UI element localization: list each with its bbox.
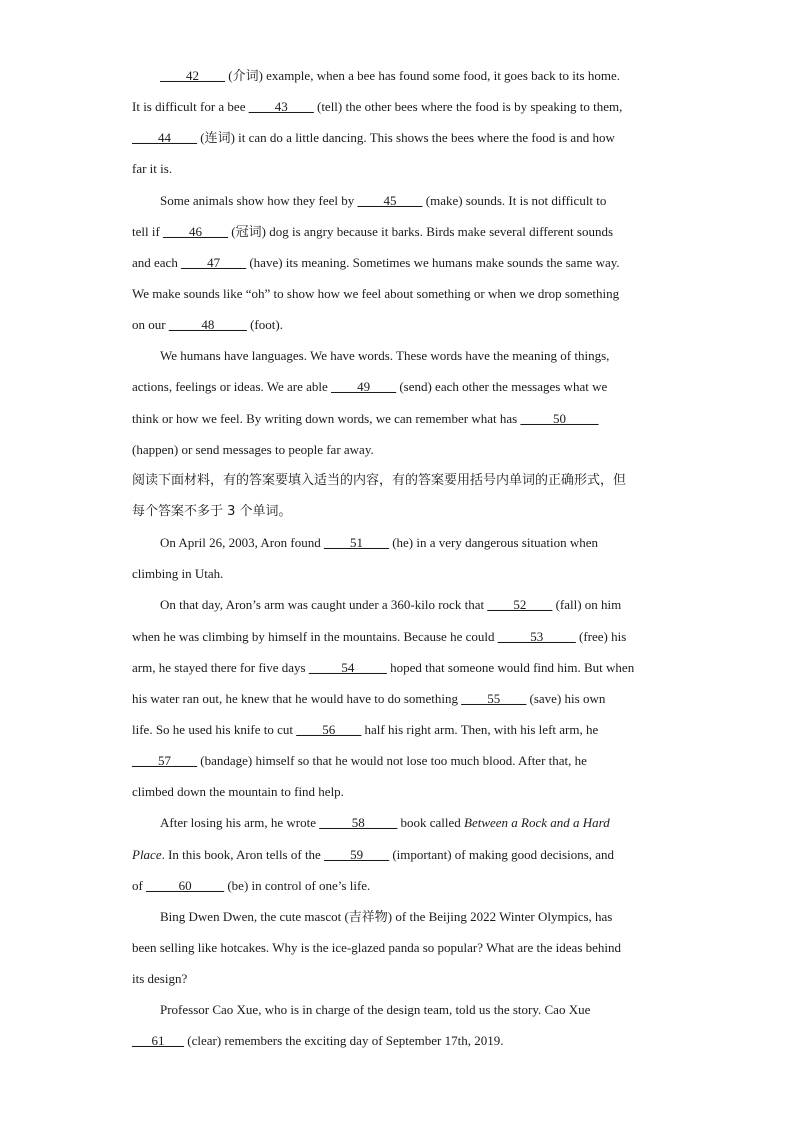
text-line [132, 434, 664, 465]
answer-blank: ____51____ [323, 535, 389, 551]
text-segment: On that day, Aron’s arm was caught under a 360-kilo rock that [160, 597, 488, 613]
answer-blank: _____48_____ [168, 317, 247, 333]
text-line [132, 776, 664, 807]
text-segment: arm, he stayed there for five days [132, 659, 309, 675]
text-segment: climbed down the mountain to find help. [132, 784, 344, 800]
text-line [132, 870, 664, 901]
text-line [132, 309, 664, 340]
text-segment: tell if [132, 223, 164, 239]
answer-blank: _____53_____ [497, 628, 576, 644]
text-line [132, 745, 664, 776]
text-segment: (important) of making good decisions, and [389, 846, 615, 862]
text-segment: (make) sounds. It is not difficult to [422, 192, 607, 208]
text-line [132, 683, 664, 714]
text-segment: (foot). [246, 317, 283, 333]
text-segment: (happen) or send messages to people far away. [132, 441, 374, 457]
text-line [132, 247, 664, 278]
text-segment: actions, feelings or ideas. We are able [132, 379, 332, 395]
text-segment: (free) his [575, 628, 627, 644]
text-segment: (have) its meaning. Sometimes we humans make sounds the same way. [246, 254, 620, 270]
document-page [132, 60, 664, 1057]
text-segment: . In this book, Aron tells of the [161, 846, 325, 862]
text-segment: of [132, 877, 147, 893]
text-segment: On April 26, 2003, Aron found [160, 535, 324, 551]
answer-blank: _____50_____ [520, 410, 599, 426]
text-line [132, 340, 664, 371]
text-segment: 阅读下面材料，有的答案要填入适当的内容，有的答案要用括号内单词的正确形式，但 [132, 472, 627, 488]
text-line [132, 527, 664, 558]
text-segment: on our [132, 317, 169, 333]
text-segment: (介词) example, when a bee has found some food, it goes back to its home. [225, 68, 620, 83]
text-line [132, 714, 664, 745]
answer-blank: ____52____ [487, 597, 553, 613]
text-segment: We humans have languages. We have words. These words have the meaning of things, [160, 348, 610, 364]
text-line [132, 153, 664, 184]
text-segment: (bandage) himself so that he would not lose too much blood. After that, he [197, 753, 587, 769]
text-segment: (冠词) dog is angry because it barks. Birds make several different sounds [228, 223, 614, 239]
text-line [132, 652, 664, 683]
text-line [132, 403, 664, 434]
text-segment: After losing his arm, he wrote [160, 815, 320, 831]
answer-blank: ____56____ [296, 721, 362, 737]
answer-blank: ____46____ [163, 223, 229, 239]
text-line [132, 839, 664, 870]
book-title: Between a Rock and a Hard [464, 815, 610, 831]
text-segment: (连词) it can do a little dancing. This shows the bees where the food is and how [197, 130, 615, 146]
text-segment: climbing in Utah. [132, 566, 224, 582]
text-segment: life. So he used his knife to cut [132, 721, 297, 737]
text-segment: (send) each other the messages what we [396, 379, 608, 395]
text-line [132, 589, 664, 620]
answer-blank: ____42____ [160, 68, 225, 83]
answer-blank: ____49____ [331, 379, 397, 395]
text-segment: its design? [132, 971, 188, 987]
text-segment: think or how we feel. By writing down words, we can remember what has [132, 410, 521, 426]
text-line [132, 932, 664, 963]
text-line [132, 91, 664, 122]
text-segment: (tell) the other bees where the food is by speaking to them, [313, 99, 623, 115]
text-segment: 每个答案不多于 3 个单词。 [132, 503, 292, 519]
answer-blank: _____58_____ [319, 815, 398, 831]
text-line [132, 371, 664, 402]
text-line [132, 60, 664, 91]
text-segment: (fall) on him [552, 597, 622, 613]
text-segment: (clear) remembers the exciting day of September 17th, 2019. [184, 1033, 504, 1049]
text-segment: been selling like hotcakes. Why is the ice-glazed panda so popular? What are the ideas behind [132, 939, 622, 955]
text-line [132, 994, 664, 1025]
text-segment: (be) in control of one’s life. [224, 877, 371, 893]
answer-blank: ____57____ [132, 753, 197, 769]
answer-blank: ____47____ [181, 254, 247, 270]
text-segment: his water ran out, he knew that he would have to do something [132, 690, 462, 706]
answer-blank: ___61___ [132, 1033, 184, 1049]
text-segment: far it is. [132, 161, 173, 177]
text-segment: (save) his own [526, 690, 606, 706]
text-line [132, 122, 664, 153]
text-segment: It is difficult for a bee [132, 99, 249, 115]
text-line [132, 901, 664, 932]
answer-blank: ____59____ [324, 846, 390, 862]
text-segment: and each [132, 254, 182, 270]
answer-blank: ____55____ [461, 690, 527, 706]
instruction-line [132, 496, 664, 527]
text-line [132, 185, 664, 216]
text-line [132, 1025, 664, 1056]
text-segment: Bing Dwen Dwen, the cute mascot (吉祥物) of the Beijing 2022 Winter Olympics, has [160, 908, 613, 924]
text-segment: hoped that someone would find him. But when [386, 659, 635, 675]
text-segment: Some animals show how they feel by [160, 192, 358, 208]
text-line [132, 621, 664, 652]
text-segment: half his right arm. Then, with his left arm, he [361, 721, 599, 737]
text-line [132, 216, 664, 247]
text-segment: (he) in a very dangerous situation when [388, 535, 598, 551]
text-line [132, 963, 664, 994]
answer-blank: ____43____ [248, 99, 314, 115]
text-line [132, 807, 664, 838]
text-line [132, 558, 664, 589]
book-title: Place [132, 846, 162, 862]
text-segment: We make sounds like “oh” to show how we feel about something or when we drop something [132, 285, 620, 301]
answer-blank: ____44____ [132, 130, 197, 146]
answer-blank: _____54_____ [308, 659, 387, 675]
answer-blank: _____60_____ [146, 877, 225, 893]
text-segment: Professor Cao Xue, who is in charge of the design team, told us the story. Cao Xue [160, 1002, 591, 1018]
instruction-line [132, 465, 664, 496]
text-line [132, 278, 664, 309]
text-segment: book called [397, 815, 465, 831]
answer-blank: ____45____ [357, 192, 423, 208]
text-segment: when he was climbing by himself in the mountains. Because he could [132, 628, 498, 644]
